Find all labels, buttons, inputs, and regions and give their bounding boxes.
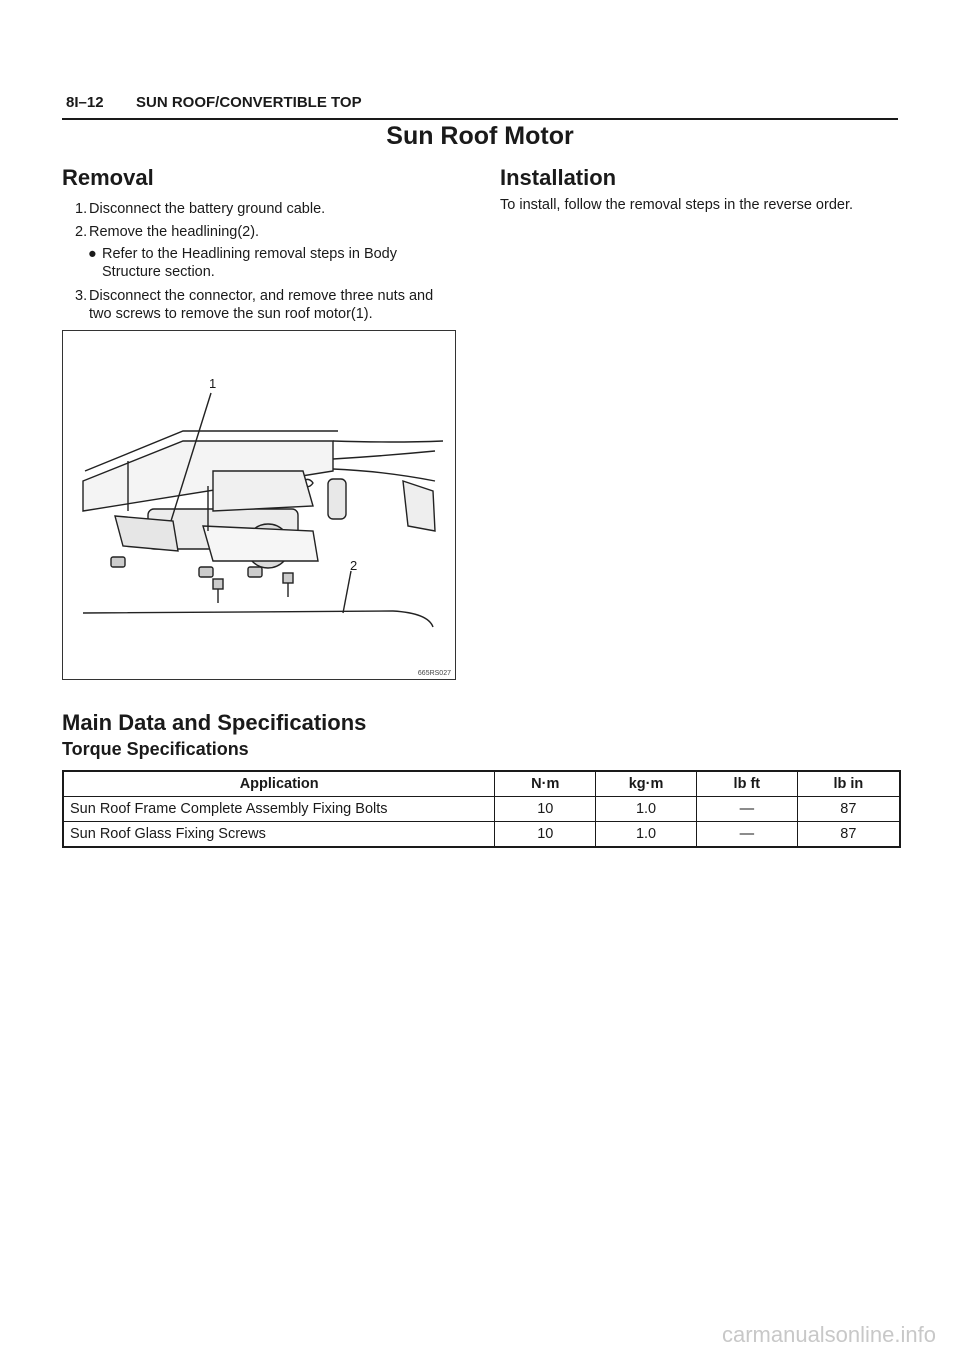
installation-text: To install, follow the removal steps in the reverse order. bbox=[500, 197, 853, 213]
section-title: SUN ROOF/CONVERTIBLE TOP bbox=[136, 94, 362, 111]
table-header-row bbox=[63, 771, 900, 797]
column-header: lb in bbox=[797, 771, 900, 797]
torque-subheading: Torque Specifications bbox=[62, 739, 249, 759]
step-text-line-1: Disconnect the connector, and remove three nuts and bbox=[89, 288, 434, 304]
figure-code: 665RS027 bbox=[417, 670, 451, 677]
motor-illustration bbox=[63, 331, 455, 679]
table-row bbox=[63, 822, 900, 848]
step-number: 2. bbox=[75, 224, 88, 240]
callout-1: 1 bbox=[209, 376, 217, 391]
table-cell: Sun Roof Frame Complete Assembly Fixing Bolts bbox=[63, 797, 495, 822]
note-line-2: Structure section. bbox=[102, 264, 215, 280]
specs-heading: Main Data and Specifications bbox=[62, 710, 367, 735]
page-title: Sun Roof Motor bbox=[386, 122, 574, 150]
torque-table bbox=[62, 770, 901, 848]
step-number: 1. bbox=[75, 201, 88, 217]
table-cell: 10 bbox=[495, 822, 596, 848]
table-cell: 87 bbox=[797, 822, 900, 848]
table-cell: 10 bbox=[495, 797, 596, 822]
installation-heading: Installation bbox=[500, 165, 617, 190]
step-text: Disconnect the battery ground cable. bbox=[89, 201, 326, 217]
table-cell: 1.0 bbox=[596, 822, 697, 848]
page-header bbox=[62, 92, 898, 120]
table-cell: 87 bbox=[797, 797, 900, 822]
column-header: lb ft bbox=[696, 771, 797, 797]
column-header: Application bbox=[63, 771, 495, 797]
step-number: 3. bbox=[75, 288, 88, 304]
bullet-icon: ● bbox=[88, 246, 97, 262]
step-text: Remove the headlining(2). bbox=[89, 224, 260, 240]
note-line-1: Refer to the Headlining removal steps in Body bbox=[102, 246, 397, 262]
page-number: 8I–12 bbox=[66, 94, 104, 111]
table-row bbox=[63, 797, 900, 822]
column-header: kg·m bbox=[596, 771, 697, 797]
table-cell: Sun Roof Glass Fixing Screws bbox=[63, 822, 495, 848]
callout-2: 2 bbox=[350, 558, 358, 573]
step-text-line-2: two screws to remove the sun roof motor(1). bbox=[89, 306, 373, 322]
column-header: N·m bbox=[495, 771, 596, 797]
sun-roof-motor-figure bbox=[62, 330, 456, 680]
watermark: carmanualsonline.info bbox=[721, 1322, 936, 1347]
table-cell: 1.0 bbox=[596, 797, 697, 822]
removal-heading: Removal bbox=[62, 165, 154, 190]
table-cell: — bbox=[696, 797, 797, 822]
table-cell: — bbox=[696, 822, 797, 848]
